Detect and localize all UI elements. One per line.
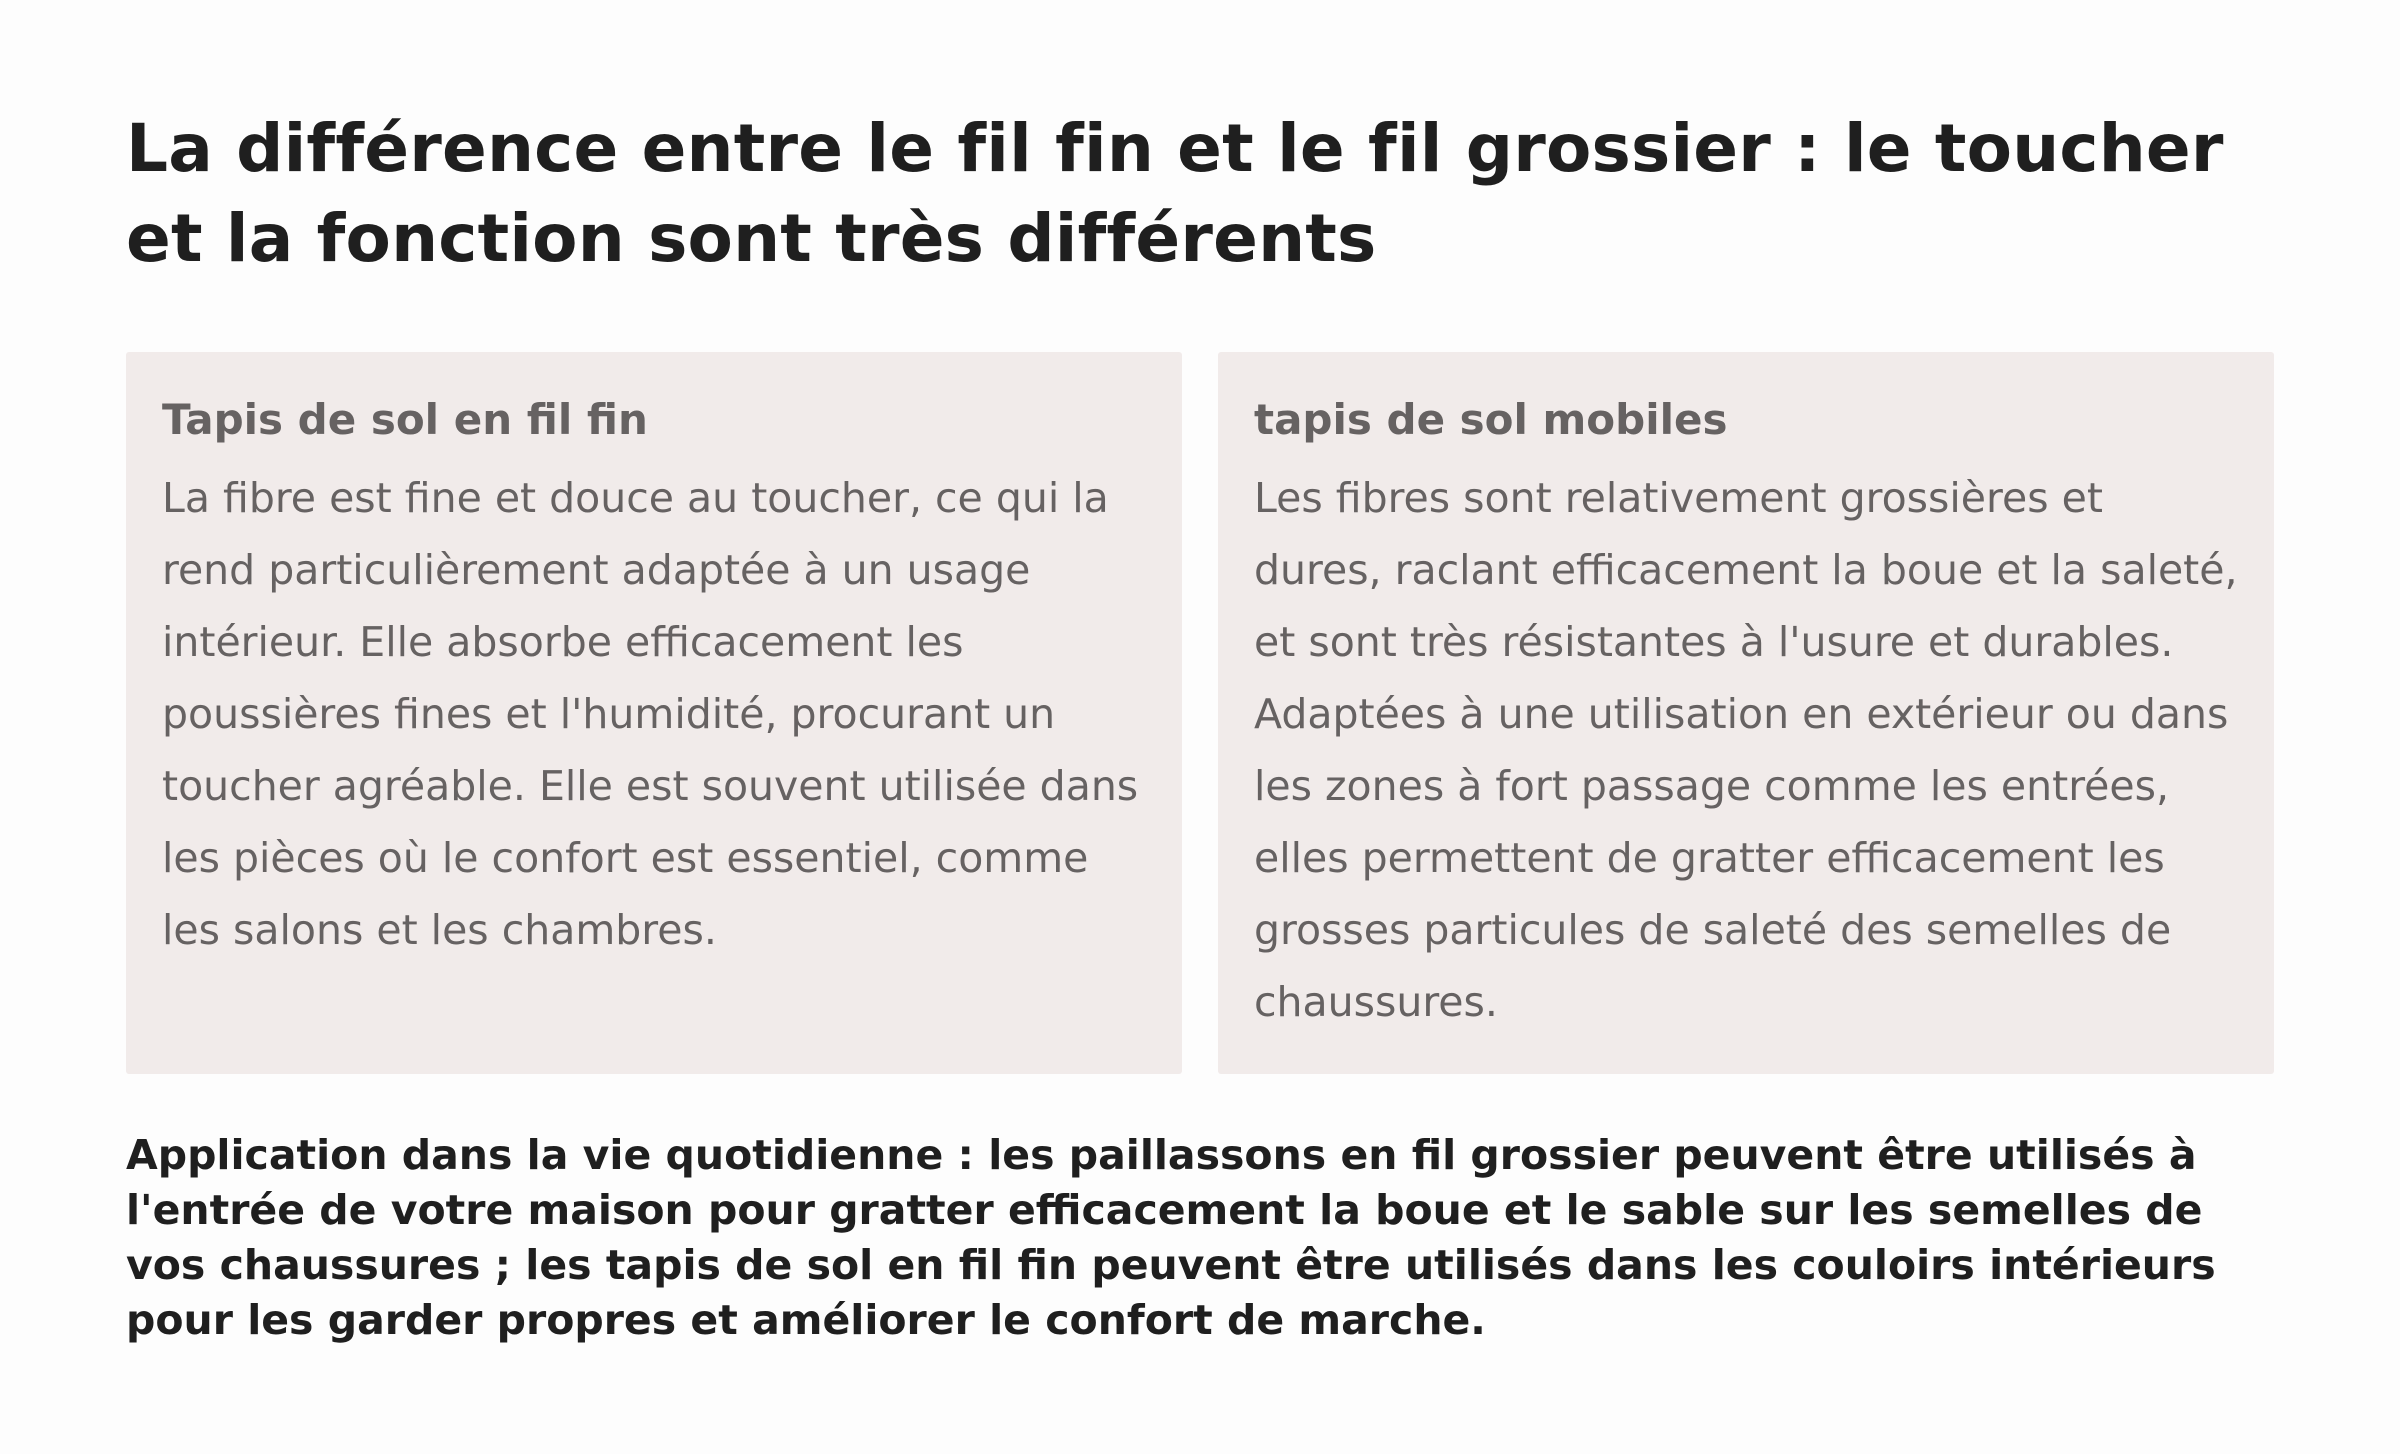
card-title: Tapis de sol en fil fin bbox=[162, 395, 648, 444]
card-description: Les fibres sont relativement grossières et dures, raclant efficacement la boue et la saleté, et sont très résistantes à l'usure et durables. Adaptées à une utilisation en extérieur ou dans les zones à fort passage comme les entrées, elles permettent de gratter efficacement les grosses particules de saleté des semelles de chaussures. bbox=[1254, 474, 2238, 1026]
card-coarse-yarn bbox=[1218, 352, 2274, 1074]
page-title: La différence entre le fil fin et le fil grossier : le toucher et la fonction sont très différents bbox=[126, 110, 2224, 277]
card-description: La fibre est fine et douce au toucher, ce qui la rend particulièrement adaptée à un usage intérieur. Elle absorbe efficacement les poussières fines et l'humidité, procurant un toucher agréable. Elle est souvent utilisée dans les pièces où le confort est essentiel, comme les salons et les chambres. bbox=[162, 474, 1139, 954]
daily-use-note: Application dans la vie quotidienne : les paillassons en fil grossier peuvent être utilisés à l'entrée de votre maison pour gratter efficacement la boue et le sable sur les semelles de vos chaussures ; les tapis de sol en fil fin peuvent être utilisés dans les couloirs intérieurs pour les garder propres et améliorer le confort de marche. bbox=[126, 1131, 2216, 1344]
card-fine-yarn bbox=[126, 352, 1182, 1074]
card-title: tapis de sol mobiles bbox=[1254, 395, 1728, 444]
comparison-cards bbox=[126, 352, 2274, 1074]
